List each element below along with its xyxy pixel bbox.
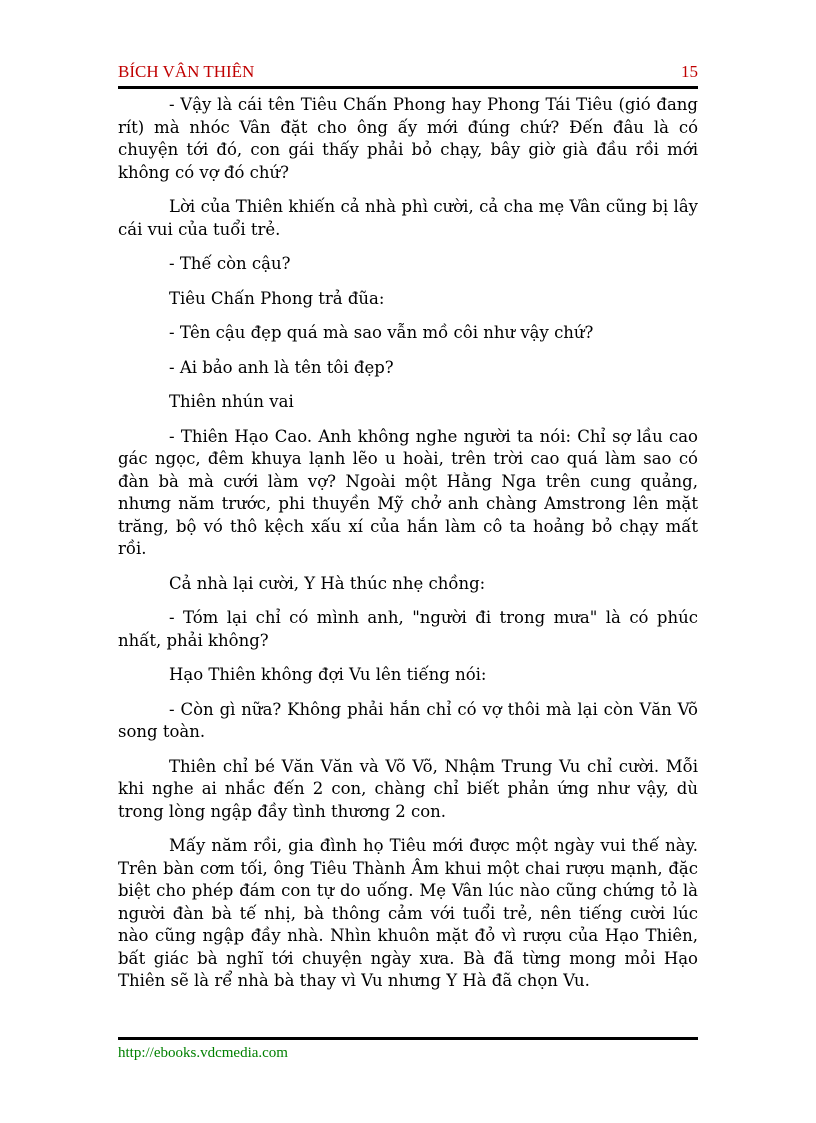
paragraph: - Còn gì nữa? Không phải hắn chỉ có vợ thôi mà lại còn Văn Võ song toàn.: [118, 699, 698, 741]
paragraph: Thiên nhún vai: [169, 392, 294, 411]
body-text: [118, 94, 698, 1005]
paragraph: - Thế còn cậu?: [169, 254, 291, 273]
paragraph: Tiêu Chấn Phong trả đũa:: [169, 288, 385, 308]
paragraph: - Vậy là cái tên Tiêu Chấn Phong hay Phong Tái Tiêu (gió đang rít) mà nhóc Vân đặt cho ông ấy mới đúng chứ? Đến đâu là có chuyện tới đó, con gái thấy phải bỏ chạy, bây giờ già đầu rồi mới không có vợ đó chứ?: [118, 95, 698, 182]
paragraph: - Ai bảo anh là tên tôi đẹp?: [169, 357, 394, 377]
footer-link[interactable]: http://ebooks.vdcmedia.com: [118, 1045, 288, 1061]
paragraph: Thiên chỉ bé Văn Văn và Võ Võ, Nhậm Trung Vu chỉ cười. Mỗi khi nghe ai nhắc đến 2 con, chàng chỉ biết phản ứng như vậy, dù trong lòng ngập đầy tình thương 2 con.: [118, 756, 698, 821]
paragraph: Hạo Thiên không đợi Vu lên tiếng nói:: [169, 665, 487, 684]
footer-divider: [118, 1037, 698, 1040]
paragraph: Mấy năm rồi, gia đình họ Tiêu mới được một ngày vui thế này. Trên bàn cơm tối, ông Tiêu Thành Âm khui một chai rượu mạnh, đặc biệt cho phép đám con tự do uống. Mẹ Vân lúc nào cũng chứng tỏ là người đàn bà tế nhị, bà thông cảm với tuổi trẻ, nên tiếng cười lúc nào cũng ngập đầy nhà. Nhìn khuôn mặt đỏ vì rượu của Hạo Thiên, bất giác bà nghĩ tới chuyện ngày xưa. Bà đã từng mong mỏi Hạo Thiên sẽ là rể nhà bà thay vì Vu nhưng Y Hà đã chọn Vu.: [118, 836, 698, 990]
paragraph: - Tên cậu đẹp quá mà sao vẫn mồ côi như vậy chứ?: [169, 323, 594, 342]
paragraph: Cả nhà lại cười, Y Hà thúc nhẹ chồng:: [169, 573, 486, 593]
header-divider: [118, 86, 698, 89]
paragraph: - Tóm lại chỉ có mình anh, "người đi trong mưa" là có phúc nhất, phải không?: [118, 608, 698, 650]
page-header: [118, 60, 698, 84]
paragraph: Lời của Thiên khiến cả nhà phì cười, cả cha mẹ Vân cũng bị lây cái vui của tuổi trẻ.: [118, 197, 698, 239]
book-title: BÍCH VÂN THIÊN: [118, 62, 255, 81]
page-number: 15: [681, 62, 698, 81]
paragraph: - Thiên Hạo Cao. Anh không nghe người ta nói: Chỉ sợ lầu cao gác ngọc, đêm khuya lạnh lẽo u hoài, trên trời cao quá làm sao có đàn bà mà cưới làm vợ? Ngoài một Hằng Nga trên cung quảng, nhưng năm trước, phi thuyền Mỹ chở anh chàng Amstrong lên mặt trăng, bộ vó thô kệch xấu xí của hắn làm cô ta hoảng bỏ chạy mất rồi.: [118, 426, 698, 558]
